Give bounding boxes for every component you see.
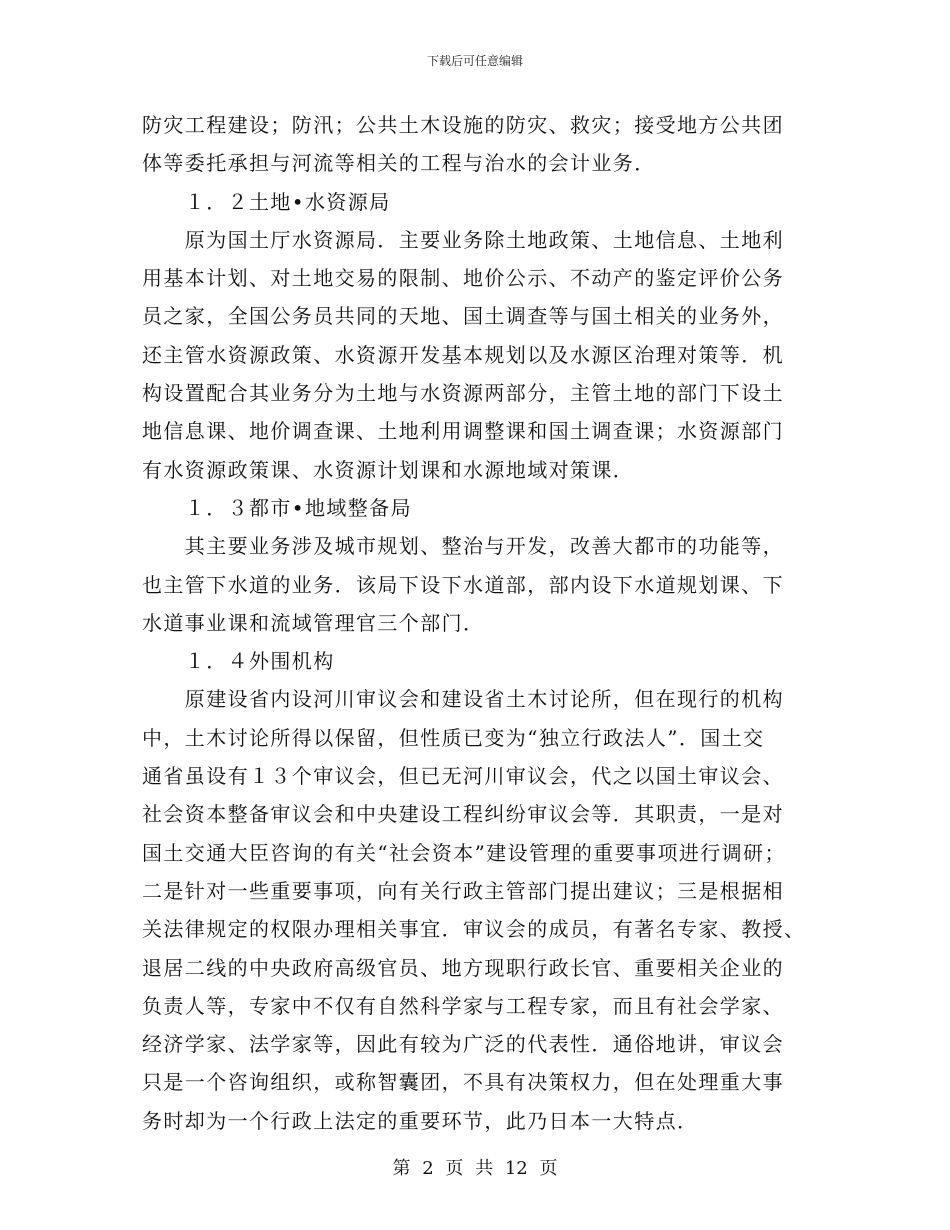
text-line: 原建设省内设河川审议会和建设省土木讨论所，但在现行的机构 [142, 687, 784, 712]
section-heading: １．３都市•地域整备局 [142, 495, 412, 520]
text-line: 水道事业课和流域管理官三个部门． [142, 610, 485, 635]
text-line: 务时却为一个行政上法定的重要环节，此乃日本一大特点． [142, 1108, 699, 1133]
text-line: 地信息课、地价调查课、土地利用调整课和国土调查课；水资源部门 [142, 419, 784, 444]
text-line: 体等委托承担与河流等相关的工程与治水的会计业务． [142, 151, 656, 176]
text-line: 员之家，全国公务员共同的天地、国土调查等与国土相关的业务外， [142, 304, 784, 329]
text-line: 中，土木讨论所得以保留，但性质已变为“独立行政法人”．国土交 [142, 725, 765, 750]
text-line: 也主管下水道的业务．该局下设下水道部，部内设下水道规划课、下 [142, 572, 784, 597]
page-header-note: 下载后可任意编辑 [426, 54, 523, 68]
text-line: 其主要业务涉及城市规划、整治与开发，改善大都市的功能等， [142, 534, 784, 559]
text-line: 负责人等，专家中不仅有自然科学家与工程专家，而且有社会学家、 [142, 993, 784, 1018]
section-heading: １．４外围机构 [142, 649, 335, 674]
text-line: 原为国土厅水资源局．主要业务除土地政策、土地信息、土地利 [142, 227, 784, 252]
page-number-footer: 第 2 页 共 12 页 [392, 1158, 558, 1179]
text-line: 退居二线的中央政府高级官员、地方现职行政长官、重要相关企业的 [142, 955, 784, 980]
text-line: 二是针对一些重要事项，向有关行政主管部门提出建议；三是根据相 [142, 878, 784, 903]
text-line: 经济学家、法学家等，因此有较为广泛的代表性．通俗地讲，审议会 [142, 1032, 784, 1057]
document-body [142, 106, 814, 1140]
text-line: 构设置配合其业务分为土地与水资源两部分，主管土地的部门下设土 [142, 381, 784, 406]
text-line: 社会资本整备审议会和中央建设工程纠纷审议会等．其职责，一是对 [142, 802, 784, 827]
text-line: 还主管水资源政策、水资源开发基本规划以及水源区治理对策等．机 [142, 342, 784, 367]
text-line: 只是一个咨询组织，或称智囊团，不具有决策权力，但在处理重大事 [142, 1070, 784, 1095]
text-line: 国土交通大臣咨询的有关“社会资本”建设管理的重要事项进行调研； [142, 840, 786, 865]
text-line: 防灾工程建设；防汛；公共土木设施的防灾、救灾；接受地方公共团 [142, 113, 784, 137]
text-line: 通省虽设有１３个审议会，但已无河川审议会，代之以国土审议会、 [142, 764, 784, 789]
text-line: 关法律规定的权限办理相关事宜．审议会的成员，有著名专家、教授、 [142, 917, 806, 942]
section-heading: １．２土地•水资源局 [142, 189, 391, 214]
text-line: 用基本计划、对土地交易的限制、地价公示、不动产的鉴定评价公务 [142, 266, 784, 291]
text-line: 有水资源政策课、水资源计划课和水源地域对策课． [142, 457, 635, 482]
